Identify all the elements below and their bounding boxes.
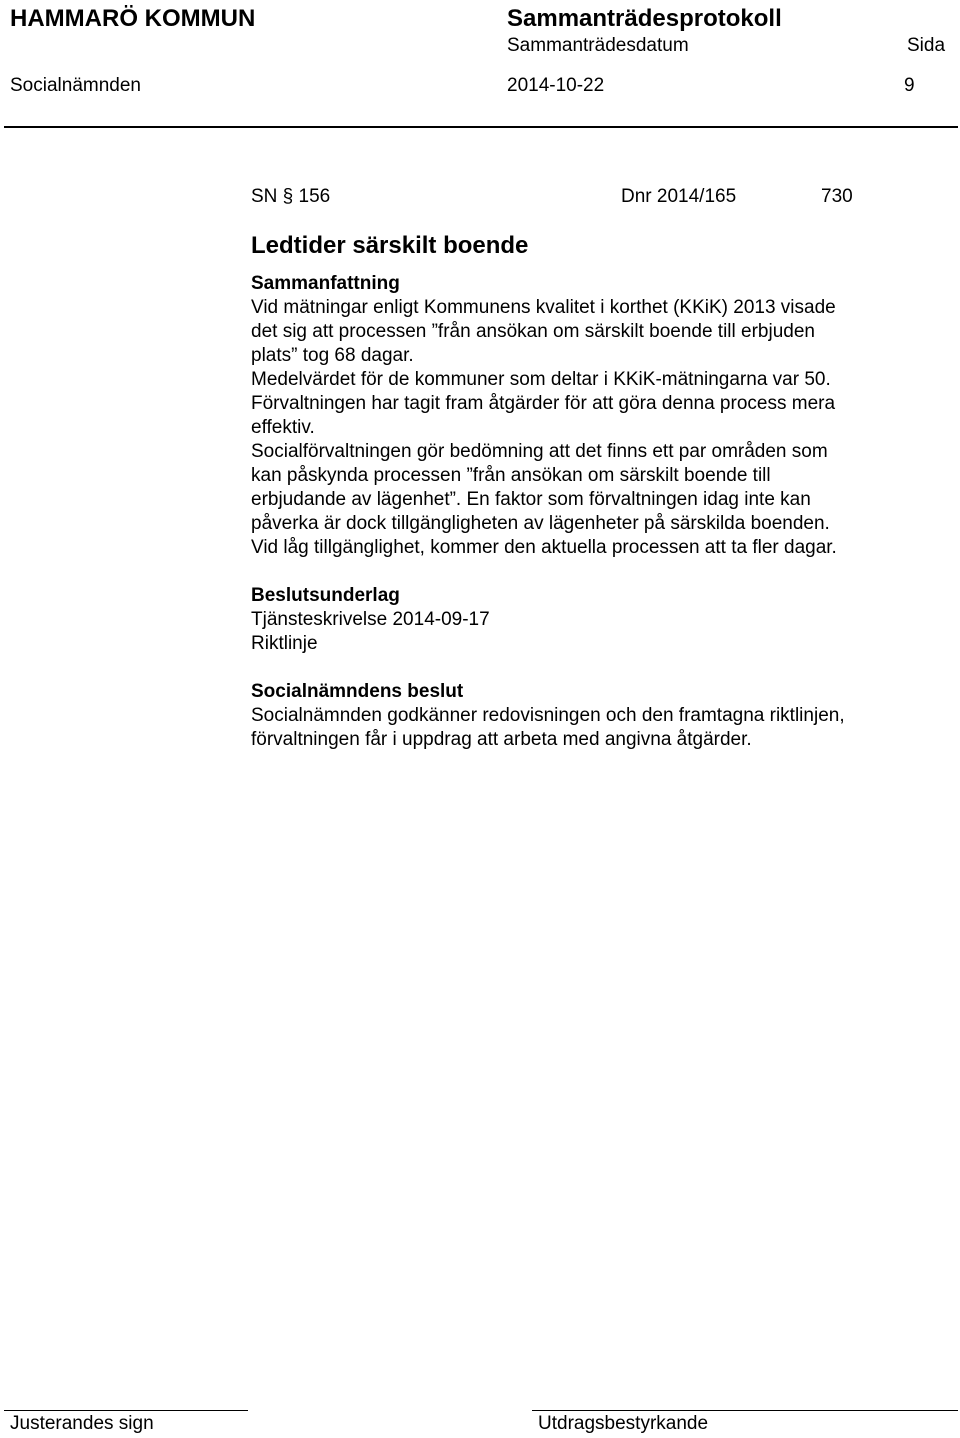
basis-item: Tjänsteskrivelse 2014-09-17 <box>251 609 490 630</box>
meeting-date: 2014-10-22 <box>507 75 605 96</box>
archive-code: 730 <box>821 186 853 207</box>
case-reference-line <box>251 183 851 211</box>
basis-item: Riktlinje <box>251 633 318 654</box>
summary-paragraph: Medelvärdet för de kommuner som deltar i KKiK-mätningarna var 50. <box>251 369 831 390</box>
basis-heading: Beslutsunderlag <box>251 585 400 606</box>
signature-line <box>4 1410 248 1411</box>
decision-heading: Socialnämndens beslut <box>251 681 464 702</box>
summary-paragraph: Förvaltningen har tagit fram åtgärder för att göra denna process mera effektiv. <box>251 393 836 438</box>
certification-label: Utdragsbestyrkande <box>538 1413 709 1434</box>
document-type: Sammanträdesprotokoll <box>507 5 782 32</box>
meeting-date-label: Sammanträdesdatum <box>507 35 689 56</box>
summary-heading: Sammanfattning <box>251 273 400 294</box>
municipality-name: HAMMARÖ KOMMUN <box>10 5 256 32</box>
case-number: SN § 156 <box>251 186 331 207</box>
decision-text: Socialnämnden godkänner redovisningen och den framtagna riktlinjen, förvaltningen får i uppdrag att arbeta med angivna åtgärder. <box>251 705 845 750</box>
header-divider <box>4 126 958 128</box>
page-label: Sida <box>907 35 946 56</box>
case-title: Ledtider särskilt boende <box>251 232 529 259</box>
certification-line <box>532 1410 958 1411</box>
page-number: 9 <box>904 75 915 96</box>
summary-paragraph: Socialförvaltningen gör bedömning att det finns ett par områden som kan påskynda processen ”från ansökan om särskilt boende till erbjudande av lägenhet”. En faktor som förvaltningen idag inte kan påverka är dock tillgängligheten av lägenheter på särskilda boenden. Vid låg tillgänglighet, kommer den aktuella processen att ta fler dagar. <box>251 441 837 558</box>
signature-label: Justerandes sign <box>10 1413 154 1434</box>
summary-paragraph: Vid mätningar enligt Kommunens kvalitet i korthet (KKiK) 2013 visade det sig att processen ”från ansökan om särskilt boende till erbjuden plats” tog 68 dagar. <box>251 297 836 366</box>
protocol-section <box>251 183 851 752</box>
diary-number: Dnr 2014/165 <box>621 186 737 207</box>
committee-name: Socialnämnden <box>10 75 141 96</box>
